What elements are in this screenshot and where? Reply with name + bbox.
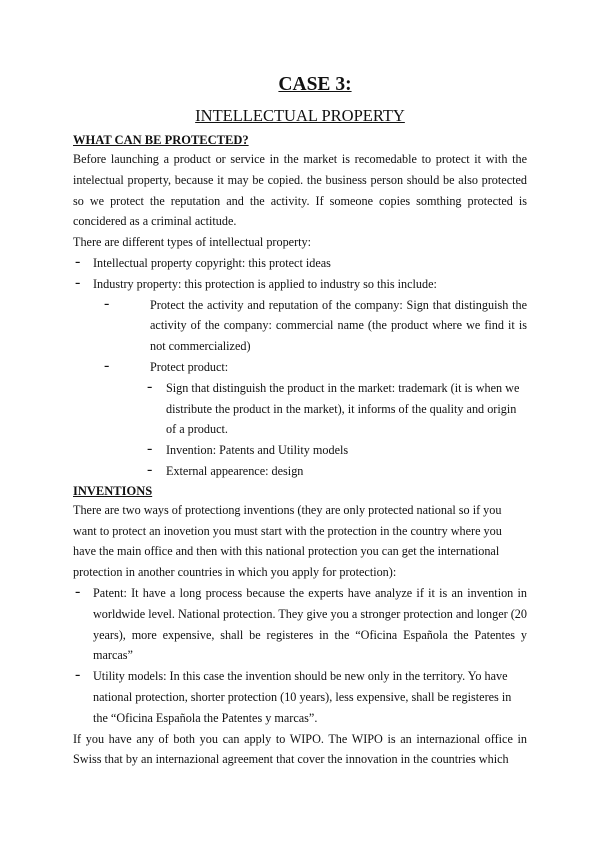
list-item-text: Protect the activity and reputation of the company: Sign that distinguish the activity of the company: commercial name (the product where we find it is not commercialized) bbox=[150, 297, 527, 354]
list-item-industry-property bbox=[73, 274, 527, 295]
list-item-text: Invention: Patents and Utility models bbox=[166, 443, 349, 458]
list-item-text: Protect product: bbox=[150, 359, 229, 374]
dash-bullet: - bbox=[75, 252, 81, 270]
section-heading-what-can-be-protected: WHAT CAN BE PROTECTED? bbox=[73, 133, 249, 147]
list-item-utility-models bbox=[73, 666, 527, 728]
wipo-paragraph: If you have any of both you can apply to WIPO. The WIPO is an internazional office in Swiss that by an internazional agreement that cover the innovation in the countries which bbox=[73, 731, 527, 767]
document-body bbox=[73, 74, 527, 770]
dash-bullet: - bbox=[147, 377, 153, 395]
dash-bullet: - bbox=[147, 460, 153, 478]
section-heading-inventions: INVENTIONS bbox=[73, 483, 153, 498]
sub-sub-list-item-design bbox=[73, 461, 527, 482]
sub-list-item-activity bbox=[73, 295, 527, 357]
sub-sub-list-item-trademark bbox=[73, 378, 527, 440]
list-item-text: Utility models: In this case the invention should be new only in the territory. Yo have national protection, shorter protection (10 years), less expensive, shall be registeres in the “Oficina Española the Patentes y marcas”. bbox=[93, 669, 512, 725]
list-item-text: Industry property: this protection is applied to industry so this include: bbox=[93, 276, 437, 291]
list-item-text: Intellectual property copyright: this protect ideas bbox=[93, 255, 331, 270]
document-subtitle: INTELLECTUAL PROPERTY bbox=[195, 106, 405, 125]
dash-bullet: - bbox=[104, 356, 110, 374]
sub-sub-list-item-invention bbox=[73, 440, 527, 461]
dash-bullet: - bbox=[75, 273, 81, 291]
dash-bullet: - bbox=[147, 440, 153, 458]
sub-list-item-product bbox=[73, 357, 527, 378]
types-intro-paragraph: There are different types of intellectual property: bbox=[73, 235, 312, 250]
list-item-text: Sign that distinguish the product in the market: trademark (it is when we distribute the product in the market), it informs of the quality and origin of a product. bbox=[166, 380, 520, 437]
dash-bullet: - bbox=[75, 666, 81, 684]
intro-paragraph: Before launching a product or service in the market is recomedable to protect it with the intelectual property, because it may be copied. the business person should be also protected so we protect the reputation and the activity. If someone copies somthing protected is concidered as a criminal actitude. bbox=[73, 152, 527, 229]
list-item-patent bbox=[73, 583, 527, 666]
dash-bullet: - bbox=[75, 582, 81, 600]
inventions-intro-paragraph: There are two ways of protectiong inventions (they are only protected national so if you want to protect an inovetion you must start with the protection in the country where you have the main office and then with this national protection you can get the international protection in another countries in which you apply for protection): bbox=[73, 502, 502, 580]
dash-bullet: - bbox=[104, 294, 110, 312]
list-item-text: External appearence: design bbox=[166, 463, 304, 478]
list-item-text: Patent: It have a long process because the experts have analyze if it is an invention in worldwide level. National protection. They give you a stronger protection and longer (20 years), more expensive, shall be registeres in the “Oficina Española the Patentes y marcas” bbox=[93, 585, 527, 663]
list-item-copyright bbox=[73, 253, 527, 274]
case-title: CASE 3: bbox=[278, 74, 352, 95]
